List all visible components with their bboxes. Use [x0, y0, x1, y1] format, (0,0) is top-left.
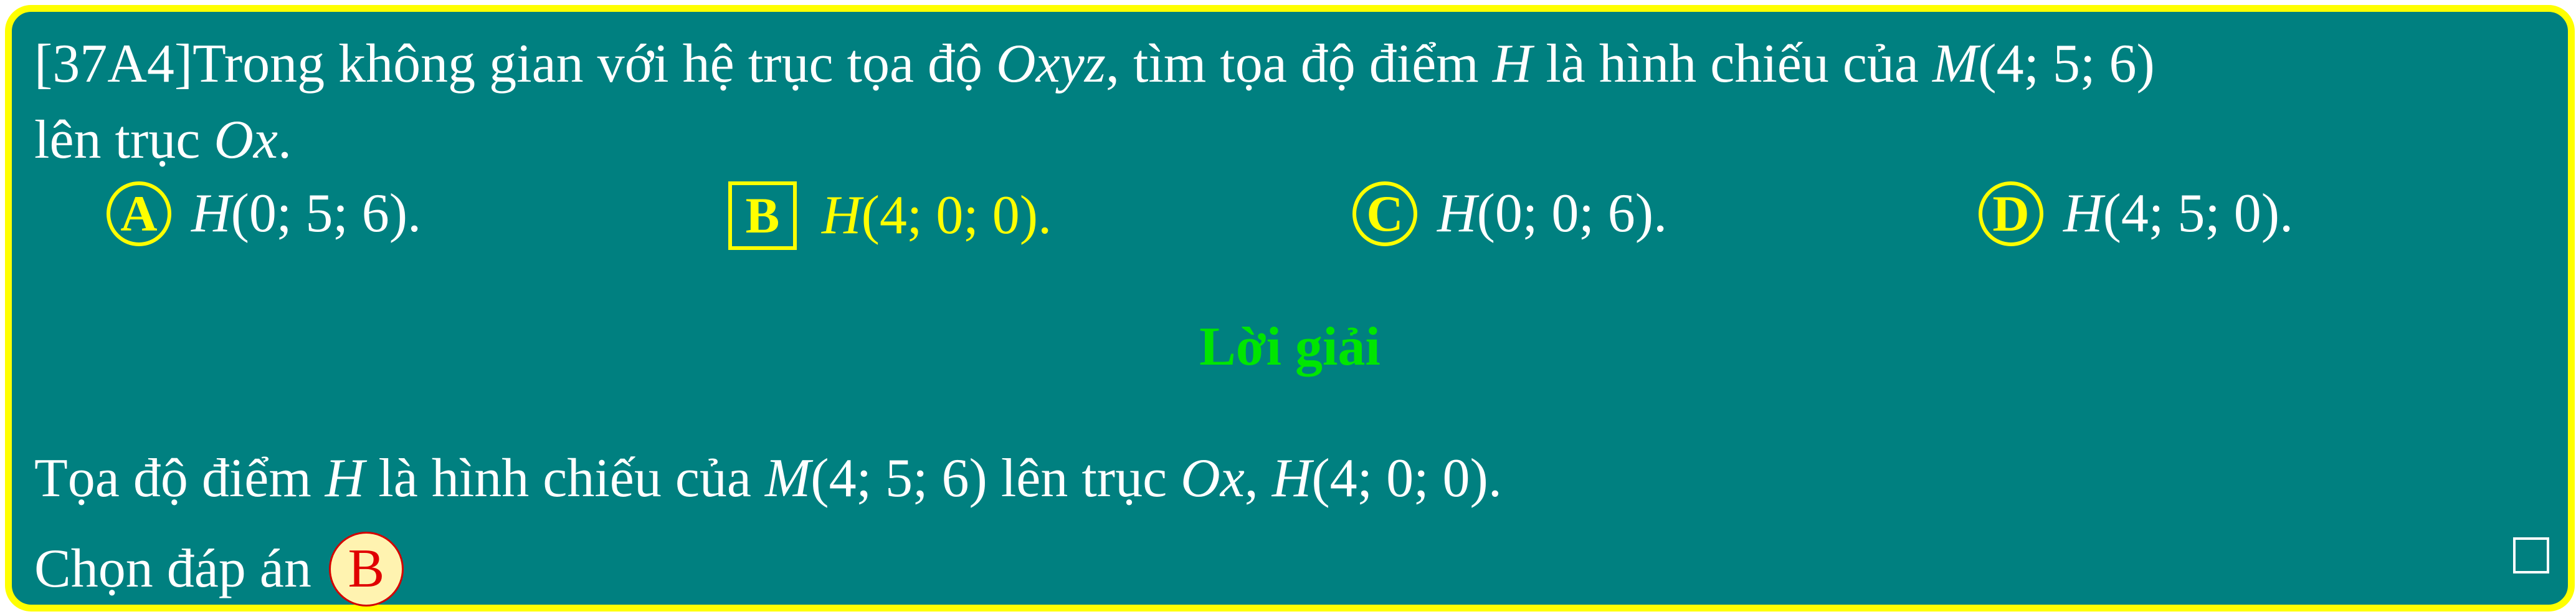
solution-line-1 [34, 448, 1502, 509]
option-d-badge: D [1979, 181, 2043, 246]
answer-badge: B [329, 532, 404, 607]
math-m-coords: (4; 5; 6) [1978, 34, 2155, 94]
solution-text-3: lên trục [987, 448, 1181, 509]
choose-label: Chọn đáp án [34, 539, 311, 599]
solution-text-2: là hình chiếu của [364, 448, 765, 509]
option-c-var: H [1437, 183, 1477, 244]
option-b-coords: (4; 0; 0). [861, 185, 1052, 246]
question-card [5, 5, 2575, 612]
qed-square-icon [2513, 537, 2549, 573]
question-text-3: là hình chiếu của [1532, 34, 1932, 94]
solution-line-2 [34, 532, 404, 607]
math-oxyz: Oxyz [996, 34, 1106, 94]
question-code: [37A4] [34, 34, 193, 94]
option-c-badge: C [1352, 181, 1417, 246]
option-a-var: H [191, 183, 231, 244]
question-text-1: Trong không gian với hệ trục tọa độ [192, 34, 997, 94]
math-ox: Ox [214, 110, 278, 170]
solution-math-m: M [764, 448, 811, 509]
solution-text-1: Tọa độ điểm [34, 448, 325, 509]
math-h: H [1492, 34, 1533, 94]
option-c-coords: (0; 0; 6). [1476, 183, 1668, 244]
option-c[interactable] [1352, 181, 1667, 246]
option-b-var: H [822, 185, 862, 246]
question-end: . [277, 110, 292, 170]
question-line-2 [34, 110, 292, 170]
option-d[interactable] [1979, 181, 2293, 246]
question-text-2: , tìm tọa độ điểm [1105, 34, 1493, 94]
option-d-coords: (4; 5; 0). [2103, 183, 2294, 244]
math-m: M [1932, 34, 1979, 94]
option-a-coords: (0; 5; 6). [231, 183, 422, 244]
option-b-badge: B [728, 181, 797, 250]
solution-text-4: , [1244, 448, 1272, 509]
solution-math-h-coords: (4; 0; 0). [1311, 448, 1502, 509]
option-b[interactable] [728, 181, 1052, 250]
option-a[interactable] [107, 181, 421, 246]
question-text-4: lên trục [34, 110, 214, 170]
solution-math-m-coords: (4; 5; 6) [810, 448, 987, 509]
option-a-badge: A [107, 181, 171, 246]
solution-math-h: H [325, 448, 365, 509]
question-line-1 [34, 34, 2155, 94]
solution-title: Lời giải [1199, 317, 1381, 377]
solution-math-ox: Ox [1181, 448, 1245, 509]
solution-math-h2: H [1271, 448, 1312, 509]
option-d-var: H [2063, 183, 2103, 244]
